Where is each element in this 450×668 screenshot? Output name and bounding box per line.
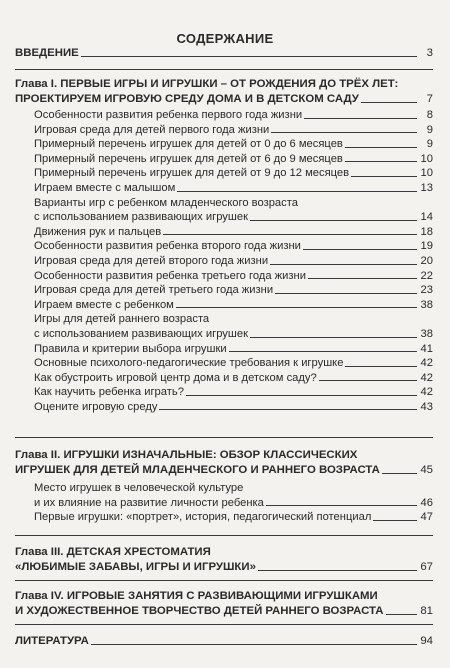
entry-label: Движения рук и пальцев: [34, 225, 162, 238]
section-divider: [15, 535, 433, 536]
dot-leader: [382, 473, 417, 474]
dot-leader: [373, 520, 417, 521]
section-divider: [15, 437, 433, 438]
page-number: 7: [426, 93, 433, 105]
toc-entry[interactable]: [15, 400, 433, 415]
toc-entry[interactable]: [15, 510, 433, 525]
dot-leader: [345, 366, 417, 367]
page-number: 23: [420, 284, 433, 297]
toc-entry[interactable]: [15, 123, 433, 138]
chapter-title-line: Глава I. ПЕРВЫЕ ИГРЫ И ИГРУШКИ – ОТ РОЖДЕНИЯ ДО ТРЁХ ЛЕТ:: [15, 78, 399, 90]
toc-entry[interactable]: [15, 298, 433, 313]
toc-entry[interactable]: [15, 137, 433, 152]
entry-label: Игровая среда для детей первого года жизни: [34, 123, 270, 136]
toc-entry-continued[interactable]: Варианты игр с ребенком младенческого возраста: [34, 196, 298, 209]
entry-label: Первые игрушки: «портрет», история, педагогический потенциал: [34, 511, 372, 524]
entry-label: с использованием развивающих игрушек: [34, 211, 248, 224]
page-number: 19: [420, 240, 433, 253]
toc-entry[interactable]: [15, 239, 433, 254]
toc-entry[interactable]: [15, 371, 433, 386]
dot-leader: [361, 102, 417, 103]
chapter-title-line: Глава IV. ИГРОВЫЕ ЗАНЯТИЯ С РАЗВИВАЮЩИМИ ИГРУШКАМИ: [15, 590, 378, 602]
page-number: 13: [420, 181, 433, 194]
page-number: 38: [420, 298, 433, 311]
chapter-title-line: ПРОЕКТИРУЕМ ИГРОВУЮ СРЕДУ ДОМА И В ДЕТСКОМ САДУ: [15, 93, 359, 105]
toc-entry[interactable]: [15, 225, 433, 240]
page-number: 42: [420, 357, 433, 370]
page-number: 42: [420, 371, 433, 384]
toc-chapter-4[interactable]: [15, 589, 433, 619]
toc-chapter-2[interactable]: [15, 448, 433, 478]
dot-leader: [266, 505, 417, 506]
entry-label: с использованием развивающих игрушек: [34, 327, 248, 340]
entry-label: Правила и критерии выбора игрушки: [34, 342, 227, 355]
dot-leader: [81, 56, 417, 57]
toc-entry[interactable]: [15, 356, 433, 371]
dot-leader: [304, 118, 417, 119]
page-number: 10: [420, 152, 433, 165]
section-divider: [15, 69, 433, 70]
entry-label: Особенности развития ребенка первого года жизни: [34, 109, 303, 121]
dot-leader: [91, 644, 417, 645]
toc-chapter-3[interactable]: [15, 545, 433, 575]
page-number: 10: [420, 167, 433, 180]
page-number: 20: [420, 254, 433, 267]
toc-entry[interactable]: [15, 283, 433, 298]
dot-leader: [159, 409, 417, 410]
dot-leader: [250, 337, 417, 338]
dot-leader: [163, 234, 417, 235]
section-divider: [15, 580, 433, 581]
page-number: 18: [420, 225, 433, 238]
page-number: 9: [426, 123, 433, 136]
dot-leader: [319, 380, 417, 381]
dot-leader: [270, 264, 417, 265]
chapter-title-line: «ЛЮБИМЫЕ ЗАБАВЫ, ИГРЫ И ИГРУШКИ»: [15, 561, 256, 573]
dot-leader: [177, 191, 417, 192]
toc-chapter-1[interactable]: [15, 77, 433, 107]
toc-entry[interactable]: [15, 342, 433, 357]
page-number: 3: [426, 47, 433, 59]
entry-label: Игровая среда для детей третьего года жизни: [34, 284, 274, 297]
toc-entry-continued[interactable]: Игры для детей раннего возраста: [34, 313, 210, 326]
page-number: 81: [420, 605, 433, 617]
dot-leader: [176, 307, 417, 308]
chapter-2-items: [15, 481, 433, 525]
page-number: 45: [420, 464, 433, 476]
toc-entry-literature[interactable]: [15, 634, 433, 649]
page-number: 14: [420, 211, 433, 224]
page-number: 22: [420, 269, 433, 282]
page-number: 38: [420, 327, 433, 340]
dot-leader: [351, 176, 417, 177]
dot-leader: [250, 220, 417, 221]
dot-leader: [345, 161, 417, 162]
entry-label: Примерный перечень игрушек для детей от 0 до 6 месяцев: [34, 138, 343, 151]
entry-label: Играем вместе с ребенком: [34, 298, 174, 311]
entry-label: Играем вместе с малышом: [34, 181, 176, 194]
dot-leader: [345, 147, 417, 148]
chapter-1-items: [15, 108, 433, 414]
toc-entry[interactable]: [15, 210, 433, 225]
entry-label: Основные психолого-педагогические требования к игрушке: [34, 357, 344, 370]
dot-leader: [271, 132, 417, 133]
entry-label: Примерный перечень игрушек для детей от 9 до 12 месяцев: [34, 167, 350, 180]
page-number: 47: [420, 511, 433, 524]
entry-label: Особенности развития ребенка второго года жизни: [34, 240, 301, 253]
page-number: 46: [420, 496, 433, 509]
page-number: 41: [420, 342, 433, 355]
dot-leader: [308, 278, 417, 279]
toc-title: СОДЕРЖАНИЕ: [176, 31, 274, 46]
entry-label: Как научить ребенка играть?: [34, 386, 184, 399]
toc-entry[interactable]: [15, 327, 433, 342]
chapter-title-line: И ХУДОЖЕСТВЕННОЕ ТВОРЧЕСТВО ДЕТЕЙ РАННЕГО ВОЗРАСТА: [15, 605, 384, 617]
toc-entry[interactable]: [15, 496, 433, 511]
dot-leader: [229, 351, 417, 352]
dot-leader: [186, 395, 417, 396]
entry-label: Примерный перечень игрушек для детей от 6 до 9 месяцев: [34, 152, 343, 165]
entry-label: и их влияние на развитие личности ребенка: [34, 496, 264, 509]
toc-entry[interactable]: [15, 269, 433, 284]
chapter-title-line: ИГРУШЕК ДЛЯ ДЕТЕЙ МЛАДЕНЧЕСКОГО И РАННЕГО ВОЗРАСТА: [15, 464, 380, 476]
entry-label: Игровая среда для детей второго года жизни: [34, 254, 269, 267]
toc-entry-continued[interactable]: Место игрушек в человеческой культуре: [34, 482, 244, 494]
chapter-title-line: Глава II. ИГРУШКИ ИЗНАЧАЛЬНЫЕ: ОБЗОР КЛАССИЧЕСКИХ: [15, 449, 358, 461]
page-number: 67: [420, 561, 433, 573]
dot-leader: [303, 249, 417, 250]
entry-label: Как обустроить игровой центр дома и в детском саду?: [34, 371, 317, 384]
section-divider: [15, 624, 433, 625]
dot-leader: [275, 293, 417, 294]
toc-entry[interactable]: [15, 385, 433, 400]
page-number: 9: [426, 138, 433, 151]
dot-leader: [258, 570, 417, 571]
page-number: 43: [420, 400, 433, 413]
page-number: 94: [420, 635, 433, 647]
entry-label: Особенности развития ребенка третьего года жизни: [34, 269, 306, 282]
toc-entry-intro[interactable]: [15, 46, 433, 61]
chapter-title-line: Глава III. ДЕТСКАЯ ХРЕСТОМАТИЯ: [15, 546, 211, 558]
entry-label: ВВЕДЕНИЕ: [15, 47, 79, 59]
toc-entry[interactable]: [15, 166, 433, 181]
toc-entry[interactable]: [15, 152, 433, 167]
toc-entry[interactable]: [15, 108, 433, 123]
dot-leader: [386, 614, 417, 615]
toc-entry[interactable]: [15, 254, 433, 269]
entry-label: Оцените игровую среду: [34, 400, 158, 413]
toc-entry[interactable]: [15, 181, 433, 196]
page-number: 8: [426, 109, 433, 121]
page-number: 42: [420, 386, 433, 399]
entry-label: ЛИТЕРАТУРА: [15, 635, 89, 647]
